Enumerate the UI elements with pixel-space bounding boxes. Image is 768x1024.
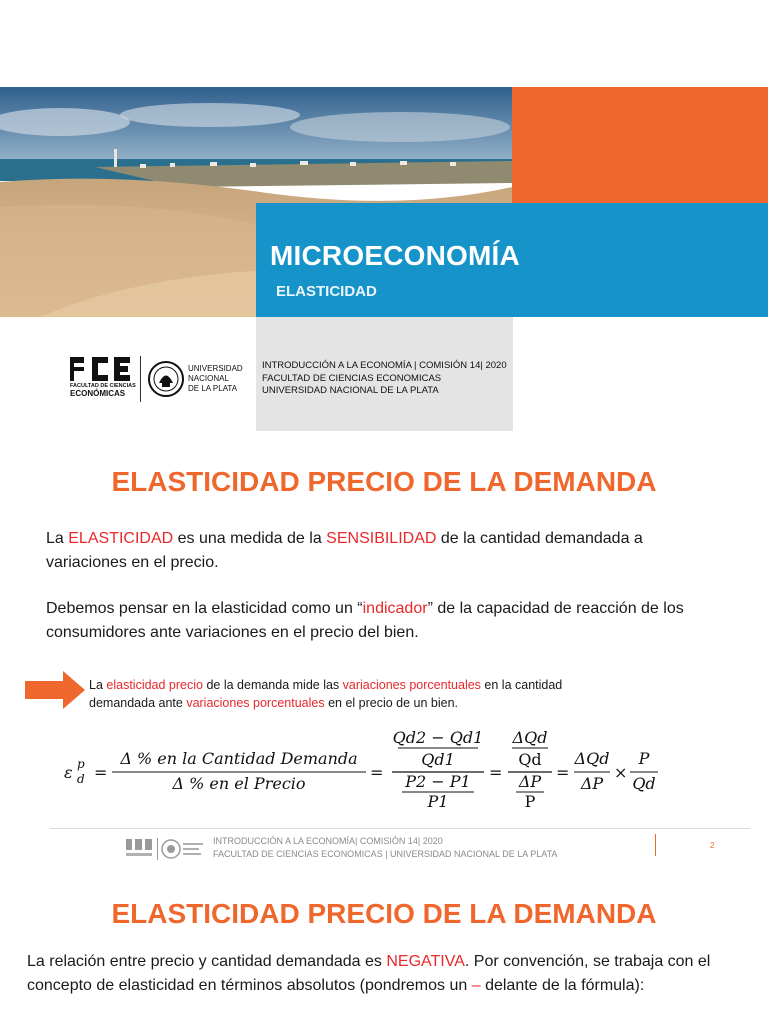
svg-text:P2 − P1: P2 − P1	[405, 772, 471, 791]
fce-logo-text: FACULTAD DE CIENCIAS ECONÓMICAS	[70, 383, 136, 398]
svg-text:Qd: Qd	[518, 750, 542, 769]
course-info-line: UNIVERSIDAD NACIONAL DE LA PLATA	[262, 385, 439, 396]
svg-text:P: P	[638, 749, 650, 768]
svg-text:ΔP: ΔP	[580, 774, 604, 793]
svg-text:=: =	[370, 763, 384, 782]
svg-text:=: =	[94, 763, 108, 782]
highlight-term: NEGATIVA	[386, 953, 465, 970]
footer-divider	[50, 828, 750, 829]
svg-text:Qd2 − Qd1: Qd2 − Qd1	[392, 728, 484, 747]
svg-text:×: ×	[614, 763, 628, 782]
highlight-note: La elasticidad precio de la demanda mide las variaciones porcentuales en la cantidad demandada ante variaciones porcentuales en el precio de un bien.	[89, 678, 563, 710]
slide-heading: ELASTICIDAD PRECIO DE LA DEMANDA	[111, 898, 657, 929]
presentation-title: MICROECONOMÍA	[270, 240, 520, 271]
elasticity-formula	[64, 726, 664, 810]
highlight-term: ELASTICIDAD	[68, 530, 174, 547]
svg-text:p: p	[77, 757, 85, 771]
slide-heading: ELASTICIDAD PRECIO DE LA DEMANDA	[111, 466, 657, 497]
svg-text:Qd1: Qd1	[421, 750, 455, 769]
unlp-seal-icon	[148, 356, 184, 402]
svg-text:ΔQd: ΔQd	[512, 728, 548, 747]
unlp-logo-text: UNIVERSIDAD NACIONAL DE LA PLATA	[188, 364, 243, 393]
course-info-line: INTRODUCCIÓN A LA ECONOMÍA | COMISIÓN 14| 2020	[262, 360, 507, 371]
logo-divider	[140, 356, 141, 402]
footer-text: INTRODUCCIÓN A LA ECONOMÍA| COMISIÓN 14| 2020 FACULTAD DE CIENCIAS ECONOMICAS | UNIVERSIDAD NACIONAL DE LA PLATA	[213, 836, 558, 859]
indicator-paragraph: Debemos pensar en la elasticidad como un “indicador” de la capacidad de reacción de los consumidores ante variaciones en el precio del bien.	[46, 600, 684, 641]
orange-accent-block	[512, 87, 768, 203]
highlight-term: indicador	[362, 600, 428, 617]
right-arrow-icon	[25, 671, 85, 709]
svg-text:Δ % en el Precio: Δ % en el Precio	[172, 774, 306, 793]
page-number: 2	[710, 841, 715, 850]
definition-paragraph: La ELASTICIDAD es una medida de la SENSIBILIDAD de la cantidad demandada a variaciones en el precio.	[46, 530, 643, 571]
svg-text:ΔP: ΔP	[518, 772, 542, 791]
fce-logo-mark-icon	[70, 357, 130, 381]
svg-text:Δ % en la Cantidad Demanda: Δ % en la Cantidad Demanda	[120, 749, 358, 768]
svg-text:ΔQd: ΔQd	[574, 749, 610, 768]
svg-text:P: P	[524, 792, 536, 810]
footer-logos-icon	[126, 838, 206, 860]
highlight-term: –	[471, 977, 481, 994]
course-info	[262, 360, 507, 398]
svg-text:d: d	[77, 772, 85, 786]
svg-text:=: =	[556, 763, 570, 782]
svg-text:Qd: Qd	[632, 774, 656, 793]
course-info-line: FACULTAD DE CIENCIAS ECONOMICAS	[262, 372, 442, 384]
presentation-subtitle: ELASTICIDAD	[276, 283, 377, 300]
negative-relation-paragraph: La relación entre precio y cantidad demandada es NEGATIVA. Por convención, se trabaja con el concepto de elasticidad en términos absolutos (pondremos un – delante de la fórmula):	[27, 953, 711, 994]
svg-text:P1: P1	[427, 792, 449, 810]
svg-text:=: =	[489, 763, 503, 782]
institution-logos	[70, 354, 250, 406]
footer-accent-bar	[655, 834, 656, 856]
svg-text:ε: ε	[64, 763, 73, 782]
highlight-term: SENSIBILIDAD	[326, 530, 437, 547]
